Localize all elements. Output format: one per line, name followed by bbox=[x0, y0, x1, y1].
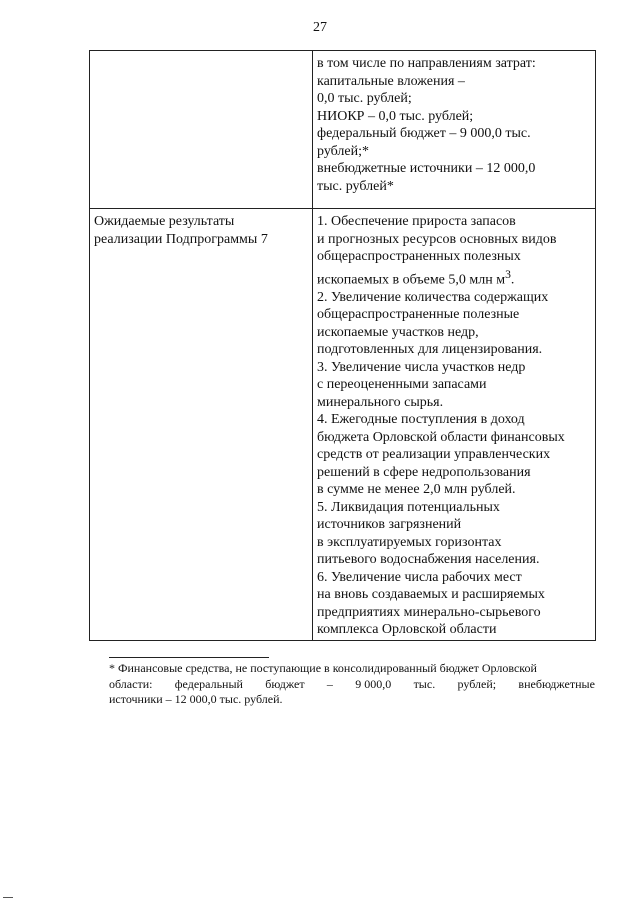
passport-table bbox=[89, 50, 596, 641]
results-line: на вновь создаваемых и расширяемых bbox=[317, 587, 545, 603]
results-line: 2. Увеличение количества содержащих bbox=[317, 289, 549, 305]
footnote-line: источники – 12 000,0 тыс. рублей. bbox=[109, 692, 283, 706]
results-line-text: ископаемых в объеме 5,0 млн м bbox=[317, 272, 506, 288]
footnote-word: федеральный bbox=[174, 676, 243, 691]
results-value-cell bbox=[313, 209, 596, 641]
results-line: и прогнозных ресурсов основных видов bbox=[317, 231, 557, 247]
footnote-word: – bbox=[326, 676, 333, 691]
results-line: с переоцененными запасами bbox=[317, 377, 487, 393]
funding-line: 0,0 тыс. рублей; bbox=[317, 91, 412, 106]
results-line: 6. Увеличение числа рабочих мест bbox=[317, 569, 522, 585]
footnote-line: * Финансовые средства, не поступающие в консолидированный бюджет Орловской bbox=[109, 661, 537, 675]
results-line: питьевого водоснабжения населения. bbox=[317, 552, 540, 568]
results-label-line: реализации Подпрограммы 7 bbox=[94, 231, 268, 247]
results-line: 4. Ежегодные поступления в доход bbox=[317, 412, 525, 428]
results-line-with-unit bbox=[317, 266, 592, 289]
results-line: общераспространенных полезных bbox=[317, 249, 521, 264]
results-line: общераспространенные полезные bbox=[317, 307, 520, 323]
funding-line: рублей;* bbox=[317, 143, 369, 159]
funding-label-cell bbox=[90, 51, 313, 209]
footnote-word: внебюджетные bbox=[518, 676, 595, 691]
results-line: подготовленных для лицензирования. bbox=[317, 342, 543, 358]
funding-line: тыс. рублей* bbox=[317, 178, 394, 194]
page-number: 27 bbox=[313, 20, 327, 35]
results-line: ископаемые участков недр, bbox=[317, 324, 479, 340]
funding-row bbox=[90, 51, 596, 209]
footnote-word: области: bbox=[109, 676, 153, 691]
results-line: источников загрязнений bbox=[317, 517, 462, 533]
results-line: 3. Увеличение числа участков недр bbox=[317, 359, 526, 375]
footnote-word: бюджет bbox=[265, 676, 305, 691]
footnote bbox=[109, 661, 595, 708]
results-label-line: Ожидаемые результаты bbox=[94, 214, 235, 229]
results-line: в эксплуатируемых горизонтах bbox=[317, 534, 502, 550]
results-line: бюджета Орловской области финансовых bbox=[317, 429, 565, 445]
results-row bbox=[90, 209, 596, 641]
funding-line: в том числе по направлениям затрат: bbox=[317, 56, 536, 71]
scan-corner-mark bbox=[3, 897, 13, 898]
footnote-word: 9 000,0 bbox=[355, 676, 392, 691]
results-line: 1. Обеспечение прироста запасов bbox=[317, 214, 516, 229]
funding-value-cell bbox=[313, 51, 596, 209]
results-line: минерального сырья. bbox=[317, 394, 444, 410]
funding-line: внебюджетные источники – 12 000,0 bbox=[317, 161, 536, 176]
footnote-word: тыс. bbox=[413, 676, 436, 691]
results-line: предприятиях минерально-сырьевого bbox=[317, 604, 541, 620]
footnote-line-justified bbox=[109, 677, 595, 693]
results-line: комплекса Орловской области bbox=[317, 622, 497, 638]
unit-superscript: 3 bbox=[505, 267, 511, 281]
footnote-separator bbox=[109, 657, 269, 658]
funding-line: НИОКР – 0,0 тыс. рублей; bbox=[317, 108, 474, 124]
results-line-period: . bbox=[510, 272, 515, 288]
funding-line: федеральный бюджет – 9 000,0 тыс. bbox=[317, 126, 531, 141]
results-line: решений в сфере недропользования bbox=[317, 464, 531, 480]
results-line: в сумме не менее 2,0 млн рублей. bbox=[317, 482, 516, 498]
funding-line: капитальные вложения – bbox=[317, 73, 465, 89]
results-label-cell bbox=[90, 209, 313, 641]
results-line: 5. Ликвидация потенциальных bbox=[317, 499, 500, 515]
footnote-word: рублей; bbox=[457, 676, 497, 691]
results-line: средств от реализации управленческих bbox=[317, 447, 551, 463]
